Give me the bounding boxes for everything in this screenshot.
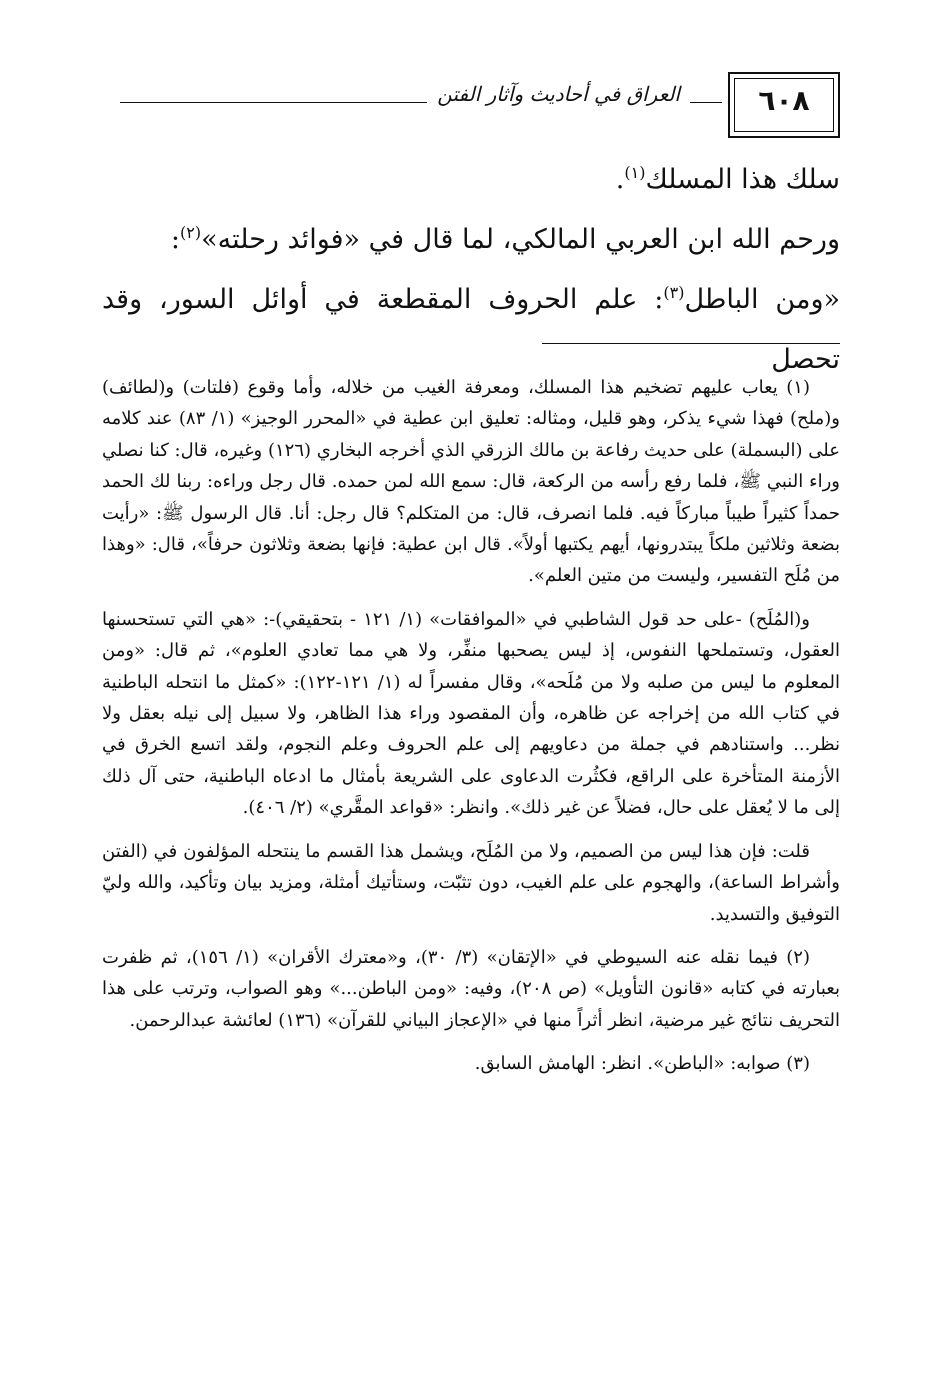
main-line-2	[102, 210, 840, 270]
main-line-1	[102, 150, 840, 210]
footnote-1-continued: و(المُلَح) -على حد قول الشاطبي في «الموافقات» (١/ ١٢١ - بتحقيقي)-: «هي التي تستحسنها العقول، وتستملحها النفوس، إذ ليس يصحبها منفِّر، ولا هي مما تعادي العلوم»، ثم قال: «ومن المعلوم ما ليس من صلبه ولا من مُلَحه»، وقال مفسراً له (١/ ١٢١-١٢٢): «كمثل ما انتحله الباطنية في كتاب الله من إخراجه عن ظاهره، وأن المقصود وراء هذا الظاهر، ولا سبيل إلى نيله بعقل ولا نظر... واستنادهم في جملة من دعاويهم إلى علم الحروف وعلم النجوم، ولقد اتسع الخرق في الأزمنة المتأخرة على الراقع، فكثُرت الدعاوى على الشريعة بأمثال ما ادعاه الباطنية، حتى آل ذلك إلى ما لا يُعقل على حال، فضلاً عن غير ذلك». وانظر: «قواعد المقَّري» (٢/ ٤٠٦).	[102, 608, 840, 819]
footnote-ref-2: (٢)	[180, 223, 202, 242]
footnotes	[102, 372, 840, 1092]
footnote-3: (٣) صوابه: «الباطن». انظر: الهامش السابق.	[474, 1053, 810, 1075]
footnote-2: (٢) فيما نقله عنه السيوطي في «الإتقان» (٣/ ٣٠)، و«معترك الأقران» (١/ ١٥٦)، ثم ظفرت بعبارته في كتابه «قانون التأويل» (ص ٢٠٨)، وفيه: «ومن الباطن...» وهو الصواب، وترتب على هذا التحريف نتائج غير مرضية، انظر أثراً منها في «الإعجاز البياني للقرآن» (١٣٦) لعائشة عبدالرحمن.	[102, 946, 840, 1031]
main-line-1-text: سلك هذا المسلك	[645, 164, 840, 195]
main-line-1-end: .	[615, 164, 625, 195]
main-text	[102, 150, 840, 390]
main-line-3-rest: : علم الحروف المقطعة في أوائل السور، وقد تحصل	[102, 284, 840, 375]
main-line-2-end: :	[170, 224, 181, 255]
main-line-2-text: ورحم الله ابن العربي المالكي، لما قال في «فوائد رحلته»	[201, 224, 840, 255]
running-title: العراق في أحاديث وآثار الفتن	[427, 82, 690, 106]
footnote-ref-1: (١)	[624, 163, 646, 182]
page-header	[120, 72, 840, 142]
main-line-3-start: «ومن الباطل	[684, 284, 841, 315]
footnote-1-comment: قلت: فإن هذا ليس من الصميم، ولا من المُلَح، ويشمل هذا القسم ما ينتحله المؤلفون في (الفتن وأشراط الساعة)، والهجوم على علم الغيب، دون تثبّت، وستأتيك أمثلة، ومزيد بيان وتأكيد، والله وليّ التوفيق والتسديد.	[102, 840, 840, 925]
footnote-ref-3: (٣)	[663, 283, 685, 302]
page-number: ٦٠٨	[758, 84, 810, 117]
page-number-box	[728, 72, 840, 138]
footnote-1: (١) يعاب عليهم تضخيم هذا المسلك، ومعرفة الغيب من خلاله، وأما وقوع (فلتات) و(لطائف) و(ملح) فهذا شيء يذكر، وهو قليل، ومثاله: تعليق ابن عطية في «المحرر الوجيز» (١/ ٨٣) عند كلامه على (البسملة) على حديث رفاعة بن مالك الزرقي الذي أخرجه البخاري (١٢٦) وغيره، قال: كنا نصلي وراء النبي ﷺ، فلما رفع رأسه من الركعة، قال: سمع الله لمن حمده. قال رجل وراءه: ربنا لك الحمد حمداً كثيراً طيباً مباركاً فيه. فلما انصرف، قال: من المتكلم؟ قال رجل: أنا. قال الرسول ﷺ: «رأيت بضعة وثلاثين ملكاً يبتدرونها، أيهم يكتبها أولاً». قال ابن عطية: فإنها بضعة وثلاثون حرفاً»، قال: «وهذا من مُلَح التفسير، وليست من متين العلم».	[102, 377, 840, 587]
footnote-separator	[542, 343, 840, 344]
